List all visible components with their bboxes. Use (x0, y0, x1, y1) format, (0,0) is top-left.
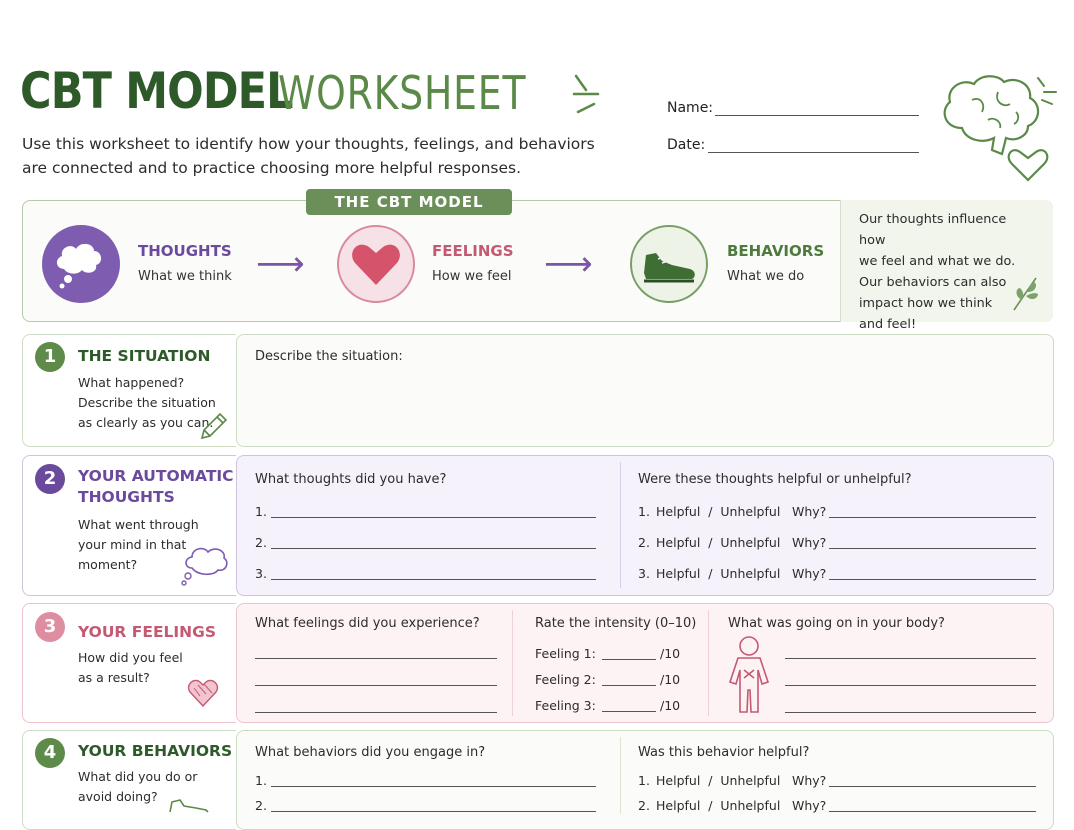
body-figure-icon (722, 634, 776, 716)
thought-input-2[interactable] (271, 547, 596, 549)
feelings-title: FEELINGS (432, 242, 514, 260)
thought-cloud-icon (42, 225, 120, 303)
feeling-input-3[interactable] (255, 711, 497, 713)
why-label: Why? (792, 798, 827, 813)
thoughts-section-title (78, 466, 234, 508)
behavior-input-2[interactable] (271, 810, 596, 812)
situation-prompt: Describe the situation: (255, 349, 403, 364)
behavior-helpful-question: Was this behavior helpful? (638, 745, 810, 760)
thoughts-sub: What we think (138, 269, 232, 284)
feeling-label: Feeling 3: (535, 698, 596, 713)
note-line: and feel! (859, 317, 917, 332)
divider (512, 610, 513, 716)
behavior-why-input-1[interactable] (829, 785, 1036, 787)
feeling-label: Feeling 2: (535, 672, 596, 687)
item-number: 3. (255, 566, 267, 581)
divider (708, 610, 709, 716)
behaviors-section-title: YOUR BEHAVIORS (78, 742, 233, 760)
why-label: Why? (792, 773, 827, 788)
thoughts-circle (42, 225, 120, 303)
thought-input-1[interactable] (271, 516, 596, 518)
intro-line-2: are connected and to practice choosing more helpful responses. (22, 159, 522, 177)
helpful-unhelpful-choice[interactable]: Helpful / Unhelpful (656, 773, 781, 788)
desc-line: your mind in that (78, 537, 187, 552)
helpful-unhelpful-choice[interactable]: Helpful / Unhelpful (656, 535, 781, 550)
thoughts-title: THOUGHTS (138, 242, 232, 260)
why-label: Why? (792, 566, 827, 581)
note-line: impact how we think (859, 296, 993, 311)
helpful-unhelpful-choice[interactable]: Helpful / Unhelpful (656, 798, 781, 813)
note-line: we feel and what we do. (859, 254, 1016, 269)
feelings-circle (337, 225, 415, 303)
step-number: 2 (35, 464, 65, 494)
item-number: 2. (255, 798, 267, 813)
item-number: 1. (638, 504, 650, 519)
intensity-input-1[interactable] (602, 658, 656, 660)
feeling-label: Feeling 1: (535, 646, 596, 661)
divider (620, 737, 621, 814)
why-input-3[interactable] (829, 578, 1036, 580)
name-field[interactable] (715, 114, 919, 116)
behaviors-title: BEHAVIORS (727, 242, 825, 260)
name-label: Name: (667, 100, 714, 116)
cbt-model-tag: THE CBT MODEL (306, 189, 512, 215)
arrow-right-icon: ⟶ (544, 244, 593, 284)
feelings-desc (78, 648, 183, 688)
arrow-right-icon: ⟶ (256, 244, 305, 284)
title-line: THOUGHTS (78, 488, 175, 506)
item-number: 1. (255, 773, 267, 788)
desc-line: How did you feel (78, 650, 183, 665)
feelings-sub: How we feel (432, 269, 512, 284)
desc-line: What went through (78, 517, 199, 532)
date-field[interactable] (708, 151, 919, 153)
body-input-3[interactable] (785, 711, 1036, 713)
scale-label: /10 (660, 698, 681, 713)
brain-heart-icon (932, 70, 1060, 186)
body-input-2[interactable] (785, 684, 1036, 686)
desc-line: as a result? (78, 670, 150, 685)
desc-line: as clearly as you can. (78, 415, 214, 430)
date-label: Date: (667, 137, 706, 153)
situation-desc (78, 373, 216, 433)
situation-title: THE SITUATION (78, 347, 211, 365)
behaviors-question: What behaviors did you engage in? (255, 745, 486, 760)
intensity-input-2[interactable] (602, 684, 656, 686)
sneaker-icon (632, 227, 706, 301)
desc-line: moment? (78, 557, 138, 572)
scale-label: /10 (660, 672, 681, 687)
title-light: WORKSHEET (278, 66, 527, 120)
item-number: 2. (255, 535, 267, 550)
behaviors-sub: What we do (727, 269, 805, 284)
item-number: 1. (638, 773, 650, 788)
step-number: 3 (35, 612, 65, 642)
why-input-1[interactable] (829, 516, 1036, 518)
intro-line-1: Use this worksheet to identify how your thoughts, feelings, and behaviors (22, 135, 595, 153)
why-label: Why? (792, 504, 827, 519)
thoughts-helpful-question: Were these thoughts helpful or unhelpful? (638, 472, 912, 487)
title-line: YOUR AUTOMATIC (78, 467, 234, 485)
feelings-question: What feelings did you experience? (255, 616, 480, 631)
item-number: 1. (255, 504, 267, 519)
why-label: Why? (792, 535, 827, 550)
heart-icon (339, 227, 413, 301)
step-number: 4 (35, 738, 65, 768)
item-number: 2. (638, 798, 650, 813)
desc-line: What happened? (78, 375, 185, 390)
feeling-input-2[interactable] (255, 684, 497, 686)
heart-icon (186, 676, 220, 708)
body-question: What was going on in your body? (728, 616, 945, 631)
behaviors-circle (630, 225, 708, 303)
behavior-input-1[interactable] (271, 785, 596, 787)
body-input-1[interactable] (785, 657, 1036, 659)
note-line: Our thoughts influence how (859, 212, 1007, 248)
feeling-input-1[interactable] (255, 657, 497, 659)
intro-text (22, 132, 642, 180)
feelings-section-title: YOUR FEELINGS (78, 623, 217, 641)
intensity-input-3[interactable] (602, 710, 656, 712)
desc-line: Describe the situation (78, 395, 216, 410)
behavior-why-input-2[interactable] (829, 810, 1036, 812)
thought-cloud-icon (178, 540, 230, 588)
divider (620, 462, 621, 588)
pencil-icon (198, 412, 228, 442)
step-number: 1 (35, 342, 65, 372)
thoughts-question: What thoughts did you have? (255, 472, 447, 487)
item-number: 3. (638, 566, 650, 581)
note-line: Our behaviors can also (859, 275, 1007, 290)
thought-input-3[interactable] (271, 578, 596, 580)
intensity-question: Rate the intensity (0–10) (535, 616, 697, 631)
title-bold: CBT MODEL (20, 62, 293, 120)
desc-line: What did you do or (78, 769, 198, 784)
scale-label: /10 (660, 646, 681, 661)
leaf-sprig-icon (1008, 272, 1044, 314)
item-number: 2. (638, 535, 650, 550)
sparkle-lines-icon (568, 70, 608, 118)
sneaker-icon (168, 798, 212, 814)
desc-line: avoid doing? (78, 789, 158, 804)
helpful-unhelpful-choice[interactable]: Helpful / Unhelpful (656, 566, 781, 581)
helpful-unhelpful-choice[interactable]: Helpful / Unhelpful (656, 504, 781, 519)
why-input-2[interactable] (829, 547, 1036, 549)
